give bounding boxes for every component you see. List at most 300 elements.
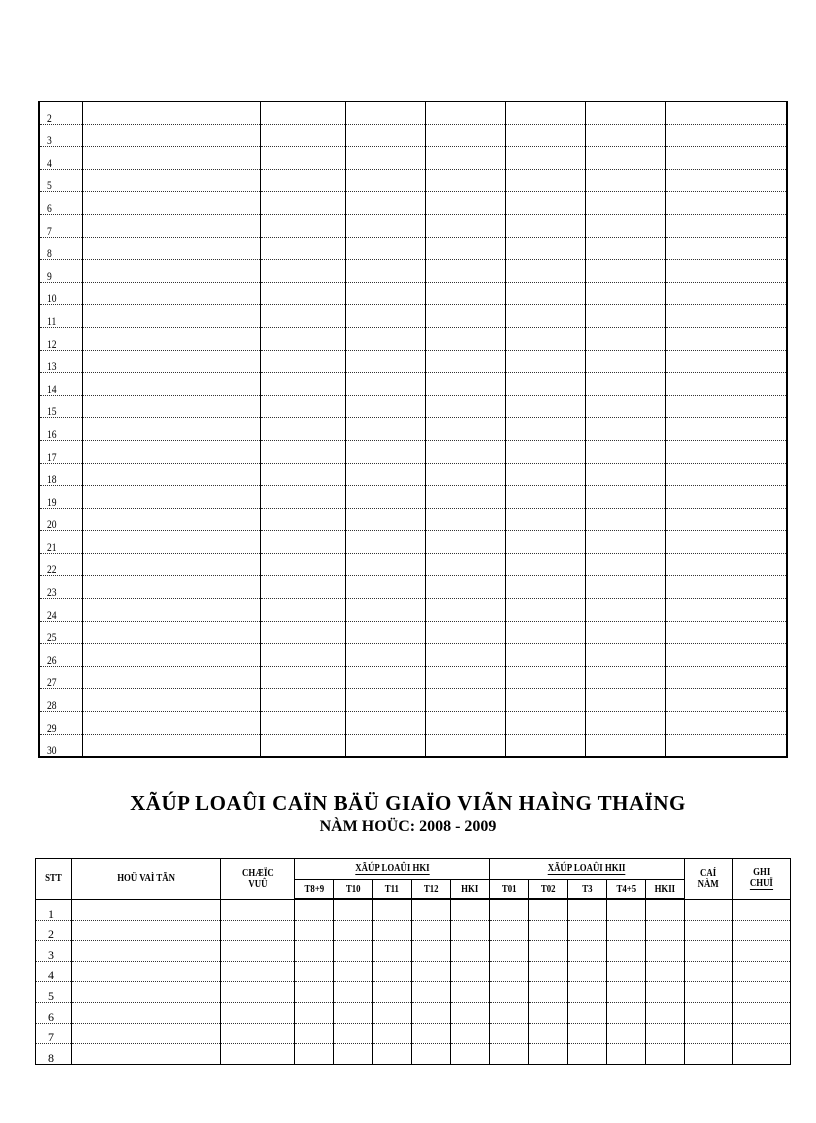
row-number: 4 xyxy=(36,961,72,982)
table-cell xyxy=(646,899,685,920)
table-cell xyxy=(412,961,451,982)
table-cell xyxy=(373,1002,412,1023)
table-cell xyxy=(334,1002,373,1023)
table-cell xyxy=(260,282,345,305)
table-row xyxy=(39,734,787,757)
table-cell xyxy=(221,1023,295,1044)
table-cell xyxy=(585,689,665,712)
table-cell xyxy=(221,982,295,1003)
table-row xyxy=(39,237,787,260)
header-note xyxy=(733,859,791,900)
table-cell xyxy=(334,982,373,1003)
table-cell xyxy=(505,508,585,531)
table-cell xyxy=(221,1002,295,1023)
table-cell xyxy=(505,666,585,689)
table-cell xyxy=(665,260,787,283)
table-cell xyxy=(665,553,787,576)
table-cell xyxy=(529,961,568,982)
table-cell xyxy=(82,102,260,125)
table-cell xyxy=(505,260,585,283)
table-cell xyxy=(260,305,345,328)
header-hk2-col: T01 xyxy=(490,880,529,900)
table-cell xyxy=(82,440,260,463)
table-cell xyxy=(607,920,646,941)
table-cell xyxy=(585,192,665,215)
table-cell xyxy=(585,124,665,147)
table-cell xyxy=(451,982,490,1003)
table-cell xyxy=(295,1044,334,1065)
table-cell xyxy=(260,712,345,735)
table-cell xyxy=(345,712,425,735)
table-cell xyxy=(505,169,585,192)
table-cell xyxy=(665,282,787,305)
table-row xyxy=(39,576,787,599)
table-cell xyxy=(585,373,665,396)
table-cell xyxy=(373,899,412,920)
table-cell xyxy=(568,1002,607,1023)
table-cell xyxy=(334,961,373,982)
table-cell xyxy=(345,463,425,486)
table-cell xyxy=(585,440,665,463)
table-cell xyxy=(665,712,787,735)
row-number: 13 xyxy=(39,350,73,373)
table-cell xyxy=(665,621,787,644)
table-cell xyxy=(72,941,221,962)
table-row xyxy=(39,463,787,486)
table-cell xyxy=(260,440,345,463)
table-cell xyxy=(529,1023,568,1044)
table-cell xyxy=(685,1002,733,1023)
table-cell xyxy=(260,666,345,689)
header-row-1 xyxy=(36,859,791,880)
table-cell xyxy=(607,1002,646,1023)
table-row xyxy=(39,644,787,667)
table-cell xyxy=(72,982,221,1003)
table-cell xyxy=(568,899,607,920)
bottom-table-body xyxy=(36,899,791,1064)
table-row xyxy=(39,553,787,576)
table-cell xyxy=(82,599,260,622)
table-cell xyxy=(733,920,791,941)
table-cell xyxy=(451,1023,490,1044)
table-cell xyxy=(72,1002,221,1023)
table-row xyxy=(36,941,791,962)
table-cell xyxy=(529,941,568,962)
table-cell xyxy=(568,982,607,1003)
table-cell xyxy=(334,920,373,941)
header-hk2-col: T02 xyxy=(529,880,568,900)
table-cell xyxy=(334,941,373,962)
header-hk1-col: HKI xyxy=(451,880,490,900)
table-cell xyxy=(585,644,665,667)
table-cell xyxy=(505,486,585,509)
table-cell xyxy=(373,941,412,962)
table-cell xyxy=(665,508,787,531)
table-cell xyxy=(505,237,585,260)
table-cell xyxy=(425,192,505,215)
table-cell xyxy=(505,395,585,418)
row-number: 5 xyxy=(36,982,72,1003)
table-row xyxy=(39,350,787,373)
table-cell xyxy=(665,440,787,463)
table-cell xyxy=(425,237,505,260)
table-cell xyxy=(585,531,665,554)
table-cell xyxy=(665,192,787,215)
table-cell xyxy=(733,899,791,920)
table-cell xyxy=(82,689,260,712)
table-cell xyxy=(295,941,334,962)
table-cell xyxy=(345,553,425,576)
table-cell xyxy=(260,147,345,170)
table-cell xyxy=(412,1044,451,1065)
table-cell xyxy=(260,621,345,644)
table-cell xyxy=(505,440,585,463)
table-cell xyxy=(529,982,568,1003)
table-cell xyxy=(82,734,260,757)
row-number: 8 xyxy=(36,1044,72,1065)
table-cell xyxy=(82,327,260,350)
table-cell xyxy=(345,599,425,622)
table-cell xyxy=(260,373,345,396)
table-cell xyxy=(585,621,665,644)
table-cell xyxy=(490,920,529,941)
table-cell xyxy=(685,920,733,941)
table-cell xyxy=(221,1044,295,1065)
row-number: 15 xyxy=(39,395,73,418)
table-cell xyxy=(585,395,665,418)
top-table-body xyxy=(39,102,787,758)
table-cell xyxy=(221,899,295,920)
table-cell xyxy=(425,576,505,599)
table-cell xyxy=(425,147,505,170)
table-cell xyxy=(490,982,529,1003)
table-cell xyxy=(646,1002,685,1023)
table-cell xyxy=(260,327,345,350)
table-cell xyxy=(505,418,585,441)
table-row xyxy=(39,147,787,170)
table-cell xyxy=(505,373,585,396)
table-cell xyxy=(82,553,260,576)
row-number: 24 xyxy=(39,599,73,622)
row-number: 9 xyxy=(39,260,73,283)
table-cell xyxy=(82,508,260,531)
row-number: 20 xyxy=(39,508,73,531)
table-cell xyxy=(505,327,585,350)
table-cell xyxy=(607,1044,646,1065)
table-cell xyxy=(665,689,787,712)
header-position xyxy=(221,859,295,900)
row-number: 23 xyxy=(39,576,73,599)
table-cell xyxy=(665,418,787,441)
table-cell xyxy=(665,734,787,757)
table-cell xyxy=(733,1002,791,1023)
table-cell xyxy=(221,920,295,941)
table-cell xyxy=(82,237,260,260)
table-cell xyxy=(425,689,505,712)
table-cell xyxy=(412,899,451,920)
table-cell xyxy=(451,941,490,962)
table-cell xyxy=(425,395,505,418)
table-cell xyxy=(665,576,787,599)
header-position-line1: CHÆÏC xyxy=(241,866,274,879)
table-row xyxy=(36,961,791,982)
table-cell xyxy=(82,666,260,689)
table-cell xyxy=(685,899,733,920)
table-cell xyxy=(568,1044,607,1065)
table-cell xyxy=(505,102,585,125)
table-cell xyxy=(665,463,787,486)
table-cell xyxy=(345,418,425,441)
table-cell xyxy=(295,920,334,941)
table-row xyxy=(39,214,787,237)
table-cell xyxy=(82,282,260,305)
header-note-line1: GHI xyxy=(753,866,771,879)
document-title: XÃÚP LOAÛI CAÏN BÄÜ GIAÏO VIÃN HAÌNG THAÏNG xyxy=(130,791,686,815)
table-cell xyxy=(585,260,665,283)
row-number: 2 xyxy=(36,920,72,941)
table-cell xyxy=(425,531,505,554)
table-cell xyxy=(425,644,505,667)
table-cell xyxy=(82,305,260,328)
table-cell xyxy=(425,373,505,396)
table-cell xyxy=(412,1002,451,1023)
table-cell xyxy=(646,982,685,1003)
table-cell xyxy=(505,599,585,622)
table-row xyxy=(39,508,787,531)
table-cell xyxy=(585,576,665,599)
table-cell xyxy=(568,1023,607,1044)
table-cell xyxy=(260,350,345,373)
table-cell xyxy=(665,214,787,237)
table-cell xyxy=(607,961,646,982)
table-cell xyxy=(646,961,685,982)
table-cell xyxy=(585,305,665,328)
table-cell xyxy=(72,920,221,941)
table-cell xyxy=(585,327,665,350)
table-cell xyxy=(665,373,787,396)
table-cell xyxy=(82,350,260,373)
table-cell xyxy=(505,644,585,667)
row-number: 28 xyxy=(39,689,73,712)
table-row xyxy=(39,666,787,689)
table-cell xyxy=(373,982,412,1003)
table-cell xyxy=(585,734,665,757)
table-cell xyxy=(505,531,585,554)
table-cell xyxy=(451,920,490,941)
table-cell xyxy=(82,463,260,486)
table-cell xyxy=(490,899,529,920)
table-cell xyxy=(505,350,585,373)
table-cell xyxy=(585,214,665,237)
table-cell xyxy=(529,1044,568,1065)
table-cell xyxy=(260,531,345,554)
table-cell xyxy=(425,350,505,373)
row-number: 6 xyxy=(36,1002,72,1023)
header-hk2-col: T4+5 xyxy=(607,880,646,900)
table-cell xyxy=(82,712,260,735)
table-cell xyxy=(665,169,787,192)
table-row xyxy=(36,982,791,1003)
table-cell xyxy=(425,124,505,147)
table-cell xyxy=(425,169,505,192)
table-cell xyxy=(505,734,585,757)
row-number: 6 xyxy=(39,192,73,215)
table-cell xyxy=(72,961,221,982)
table-cell xyxy=(451,961,490,982)
table-cell xyxy=(505,463,585,486)
table-cell xyxy=(685,1023,733,1044)
table-cell xyxy=(345,305,425,328)
table-cell xyxy=(607,1023,646,1044)
table-cell xyxy=(345,395,425,418)
row-number: 4 xyxy=(39,147,73,170)
header-stt: STT xyxy=(36,859,72,900)
table-cell xyxy=(345,644,425,667)
row-number: 3 xyxy=(39,124,73,147)
table-cell xyxy=(345,260,425,283)
table-cell xyxy=(505,305,585,328)
header-full-year xyxy=(685,859,733,900)
table-cell xyxy=(585,599,665,622)
table-cell xyxy=(345,576,425,599)
row-number: 5 xyxy=(39,169,73,192)
table-cell xyxy=(334,1044,373,1065)
table-cell xyxy=(260,214,345,237)
table-row xyxy=(39,373,787,396)
table-row xyxy=(39,282,787,305)
table-cell xyxy=(585,486,665,509)
table-row xyxy=(36,920,791,941)
table-cell xyxy=(260,599,345,622)
table-cell xyxy=(72,1023,221,1044)
table-cell xyxy=(425,508,505,531)
header-hk2-col: HKII xyxy=(646,880,685,900)
table-cell xyxy=(260,102,345,125)
table-cell xyxy=(665,395,787,418)
table-cell xyxy=(373,920,412,941)
table-cell xyxy=(345,734,425,757)
table-row xyxy=(36,899,791,920)
table-cell xyxy=(490,1044,529,1065)
table-cell xyxy=(425,102,505,125)
table-cell xyxy=(82,214,260,237)
table-cell xyxy=(665,102,787,125)
header-note-line2: CHUÏ xyxy=(750,877,774,890)
table-cell xyxy=(345,350,425,373)
table-cell xyxy=(425,463,505,486)
table-cell xyxy=(82,418,260,441)
row-number: 22 xyxy=(39,553,73,576)
table-cell xyxy=(665,350,787,373)
row-number: 27 xyxy=(39,666,73,689)
table-cell xyxy=(260,576,345,599)
row-number: 29 xyxy=(39,712,73,735)
table-cell xyxy=(82,644,260,667)
table-cell xyxy=(585,463,665,486)
table-cell xyxy=(646,1023,685,1044)
table-cell xyxy=(665,237,787,260)
table-row xyxy=(39,327,787,350)
table-cell xyxy=(733,941,791,962)
table-cell xyxy=(529,899,568,920)
table-cell xyxy=(82,124,260,147)
table-cell xyxy=(345,440,425,463)
table-cell xyxy=(425,214,505,237)
table-cell xyxy=(425,599,505,622)
table-cell xyxy=(607,899,646,920)
table-cell xyxy=(425,486,505,509)
table-cell xyxy=(646,941,685,962)
table-cell xyxy=(260,260,345,283)
table-cell xyxy=(412,920,451,941)
table-cell xyxy=(82,531,260,554)
table-cell xyxy=(665,531,787,554)
table-cell xyxy=(585,169,665,192)
table-cell xyxy=(345,689,425,712)
header-position-line2: VUÛ xyxy=(247,877,268,890)
table-cell xyxy=(490,1002,529,1023)
table-cell xyxy=(665,599,787,622)
header-name: HOÜ VAÌ TÃN xyxy=(72,859,221,900)
table-cell xyxy=(295,982,334,1003)
table-cell xyxy=(585,508,665,531)
table-cell xyxy=(82,147,260,170)
table-cell xyxy=(568,941,607,962)
table-cell xyxy=(529,920,568,941)
table-row xyxy=(39,192,787,215)
table-cell xyxy=(260,192,345,215)
table-cell xyxy=(260,169,345,192)
row-number: 26 xyxy=(39,644,73,667)
table-cell xyxy=(425,440,505,463)
table-cell xyxy=(260,124,345,147)
table-cell xyxy=(373,1044,412,1065)
table-row xyxy=(39,531,787,554)
table-cell xyxy=(425,666,505,689)
table-cell xyxy=(82,576,260,599)
table-cell xyxy=(425,712,505,735)
table-cell xyxy=(82,192,260,215)
table-cell xyxy=(585,666,665,689)
table-cell xyxy=(260,644,345,667)
table-cell xyxy=(490,941,529,962)
table-cell xyxy=(72,899,221,920)
table-cell xyxy=(568,961,607,982)
table-cell xyxy=(82,395,260,418)
table-cell xyxy=(345,147,425,170)
table-cell xyxy=(685,961,733,982)
table-cell xyxy=(345,169,425,192)
row-number: 19 xyxy=(39,486,73,509)
table-row xyxy=(39,124,787,147)
table-cell xyxy=(646,920,685,941)
table-cell xyxy=(425,734,505,757)
table-cell xyxy=(568,920,607,941)
row-number: 7 xyxy=(39,214,73,237)
table-cell xyxy=(82,373,260,396)
table-cell xyxy=(345,508,425,531)
table-cell xyxy=(505,124,585,147)
table-cell xyxy=(585,553,665,576)
table-cell xyxy=(505,147,585,170)
table-cell xyxy=(260,689,345,712)
table-cell xyxy=(505,576,585,599)
table-cell xyxy=(505,621,585,644)
table-row xyxy=(39,440,787,463)
table-cell xyxy=(665,486,787,509)
staff-monthly-ranking-table xyxy=(35,858,791,1065)
table-cell xyxy=(345,124,425,147)
